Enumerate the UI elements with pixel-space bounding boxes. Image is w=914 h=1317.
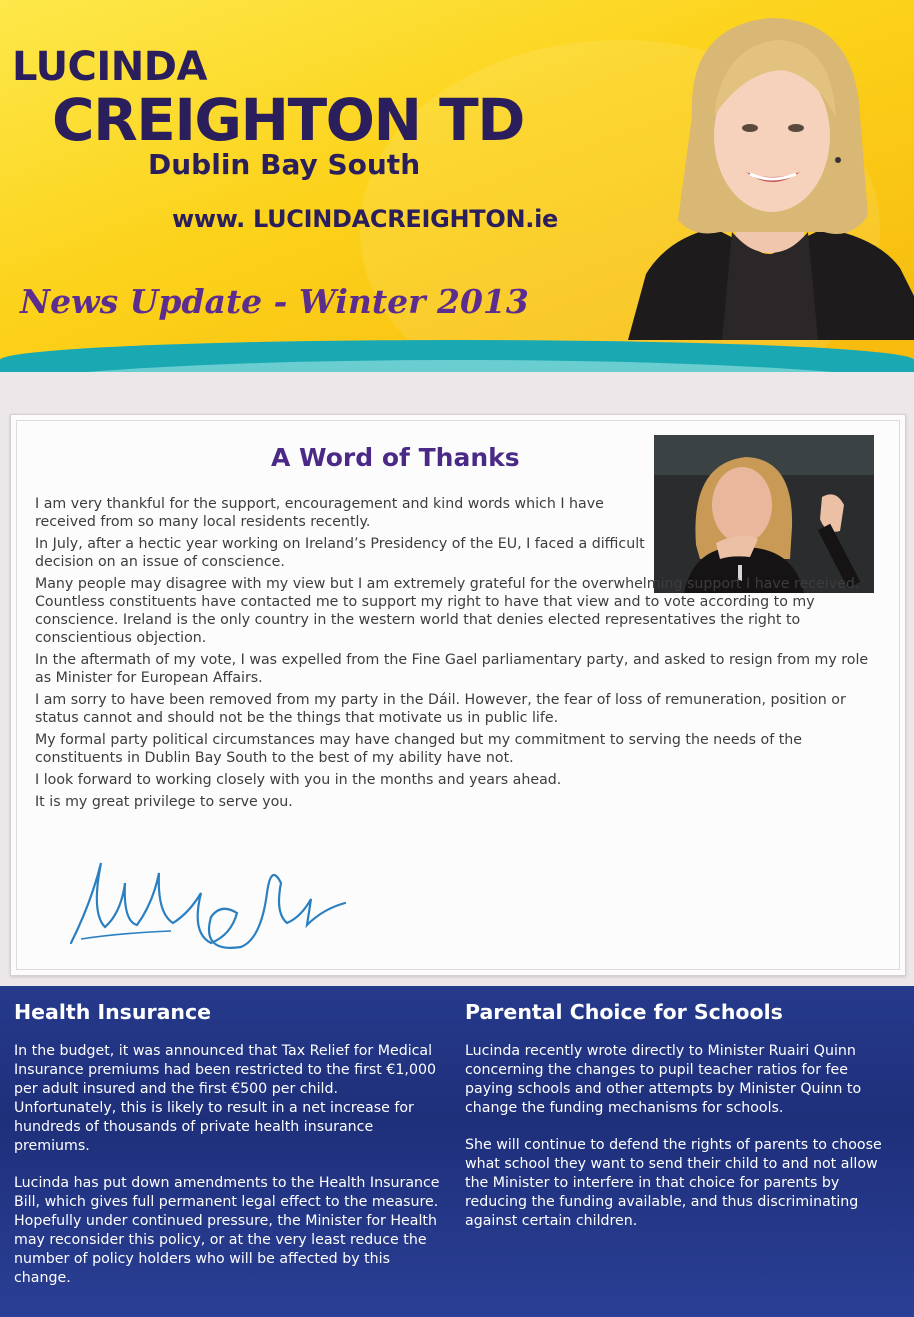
bottom-section (0, 986, 914, 1317)
letter-paragraph: In July, after a hectic year working on Ireland’s Presidency of the EU, I faced a difficult decision on an issue of conscience. (35, 536, 645, 570)
name-last: CREIGHTON TD (52, 86, 524, 154)
schools-paragraph: She will continue to defend the rights of parents to choose what school they want to send their child to and not allow the Minister to interfere in that choice for parents by reducing the funding available, and thus discriminating against certain children. (465, 1137, 882, 1229)
constituency: Dublin Bay South (148, 148, 421, 181)
health-paragraph: Lucinda has put down amendments to the Health Insurance Bill, which gives full permanent legal effect to the measure. Hopefully under continued pressure, the Minister for Health may reconsider this policy, or at the very least reduce the number of policy holders who will be affected by this change. (14, 1175, 440, 1286)
portrait-photo (628, 6, 914, 340)
letter-paragraph: I look forward to working closely with you in the months and years ahead. (35, 772, 562, 788)
header-banner (0, 0, 914, 372)
letter-paragraph: I am very thankful for the support, encouragement and kind words which I have received from so many local residents recently. (35, 496, 604, 530)
letter-panel (10, 414, 906, 976)
letter-paragraph: My formal party political circumstances may have changed but my commitment to serving the needs of the constituents in Dublin Bay South to the best of my ability have not. (35, 732, 803, 766)
letter-body (35, 495, 887, 815)
letter-title: A Word of Thanks (271, 443, 520, 472)
letter-paragraph: It is my great privilege to serve you. (35, 794, 293, 810)
name-first: LUCINDA (12, 44, 207, 90)
parental-choice-heading: Parental Choice for Schools (465, 1000, 783, 1024)
health-insurance-heading: Health Insurance (14, 1000, 212, 1024)
letter-paragraph: In the aftermath of my vote, I was expelled from the Fine Gael parliamentary party, and asked to resign from my role as Minister for European Affairs. (35, 652, 869, 686)
letter-paragraph: I am sorry to have been removed from my party in the Dáil. However, the fear of loss of remuneration, position or status cannot and should not be the things that motivate us in public life. (35, 692, 846, 726)
handwritten-signature (61, 843, 351, 958)
parental-choice-body (465, 1042, 895, 1249)
schools-paragraph: Lucinda recently wrote directly to Minister Ruairi Quinn concerning the changes to pupil teacher ratios for fee paying schools and other attempts by Minister Quinn to change the funding mechanisms for schools. (465, 1043, 862, 1116)
letter-paragraph: Many people may disagree with my view but I am extremely grateful for the overwhelming support I have received. Countless constituents have contacted me to support my right to have that view and to vote according to my conscience. Ireland is the only country in the western world that denies elected representatives the right to conscientious objection. (35, 576, 860, 646)
website-url: www. LUCINDACREIGHTON.ie (172, 205, 558, 233)
health-paragraph: In the budget, it was announced that Tax Relief for Medical Insurance premiums had been restricted to the first €1,000 per adult insured and the first €500 per child. Unfortunately, this is likely to result in a net increase for hundreds of thousands of private health insurance premiums. (14, 1043, 437, 1154)
health-insurance-body (14, 1042, 444, 1306)
edition-title: News Update - Winter 2013 (20, 282, 529, 321)
